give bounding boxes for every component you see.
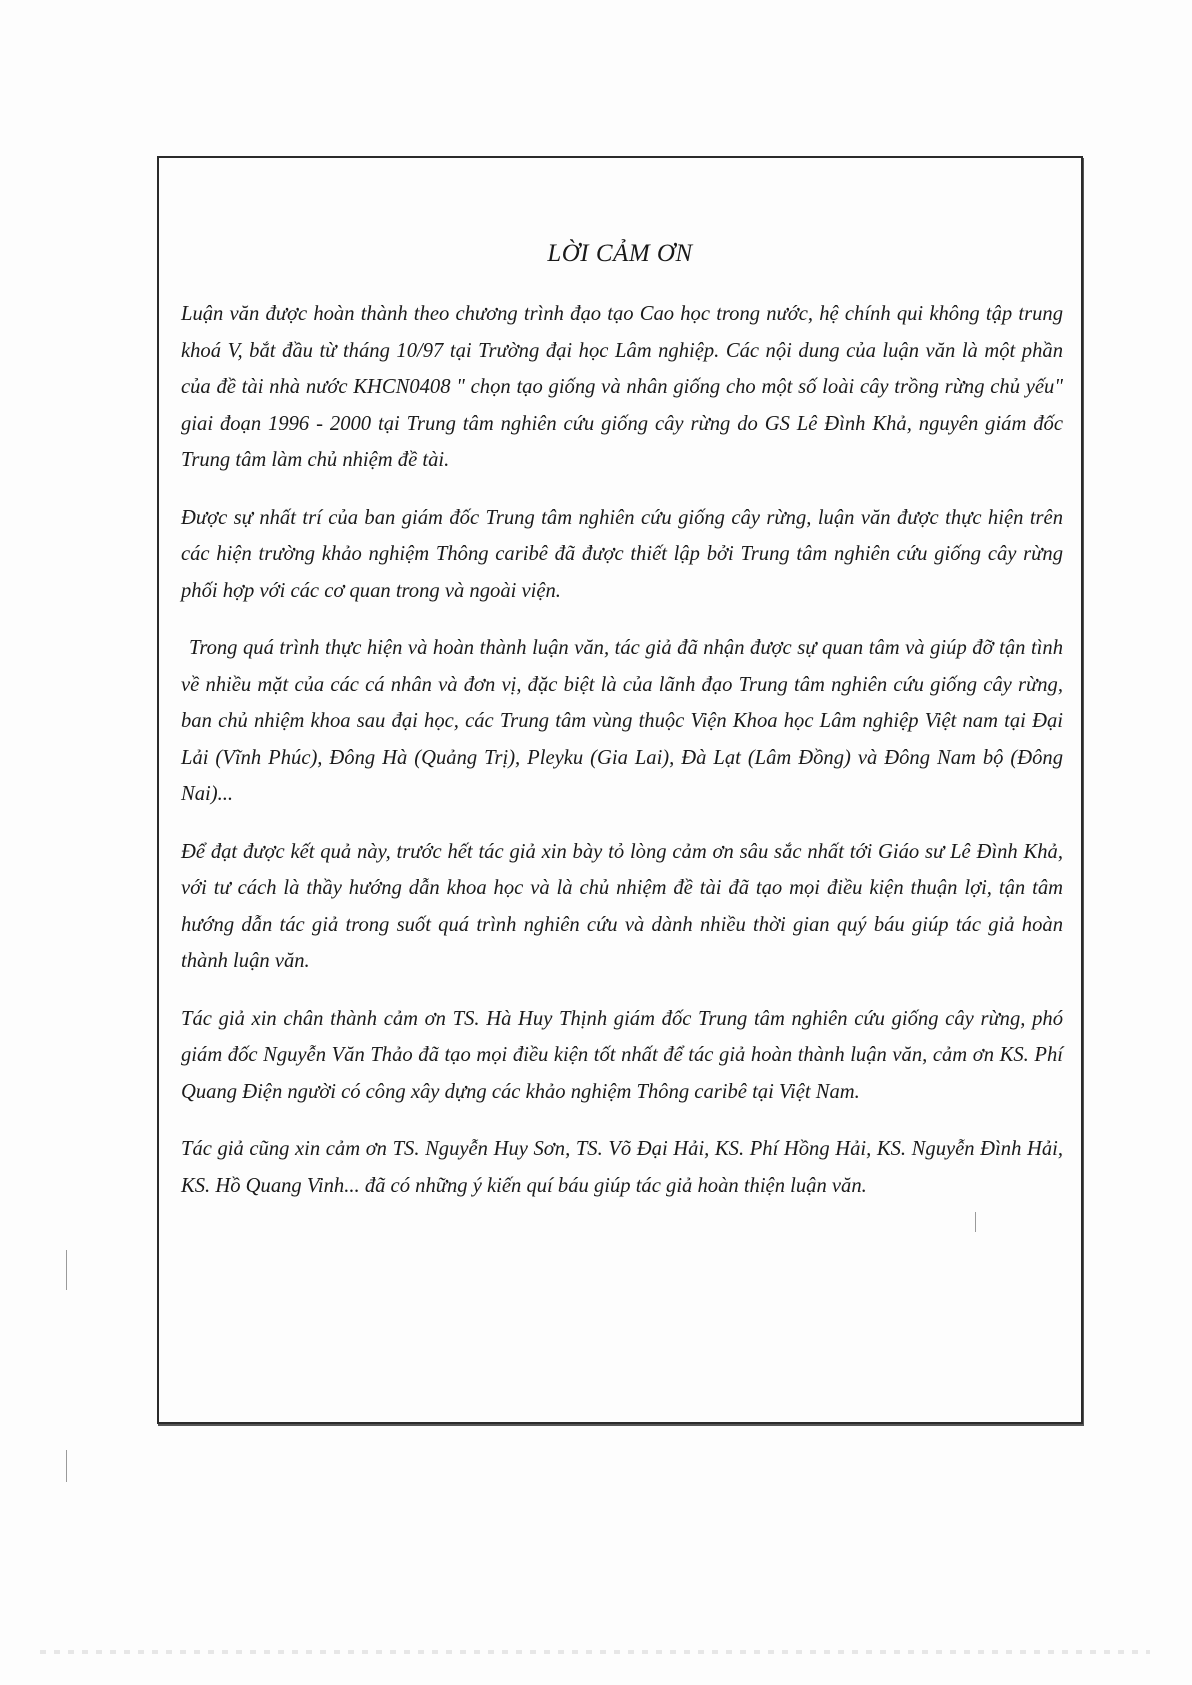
scan-artifact-left-lower xyxy=(66,1450,67,1482)
scan-artifact-left xyxy=(66,1250,67,1290)
paragraph-support: Trong quá trình thực hiện và hoàn thành luận văn, tác giả đã nhận được sự quan tâm và giúp đỡ tận tình về nhiều mặt của các cá nhân và đơn vị, đặc biệt là của lãnh đạo Trung tâm nghiên cứu giống cây rừng, ban chủ nhiệm khoa sau đại học, các Trung tâm vùng thuộc Viện Khoa học Lâm nghiệp Việt nam tại Đại Lải (Vĩnh Phúc), Đông Hà (Quảng Trị), Pleyku (Gia Lai), Đà Lạt (Lâm Đồng) và Đông Nam bộ (Đông Nai)... xyxy=(181,637,1063,805)
paragraph-director-thanks: Tác giả xin chân thành cảm ơn TS. Hà Huy Thịnh giám đốc Trung tâm nghiên cứu giống cây rừng, phó giám đốc Nguyễn Văn Thảo đã tạo mọi điều kiện tốt nhất để tác giả hoàn thành luận văn, cảm ơn KS. Phí Quang Điện người có công xây dựng các khảo nghiệm Thông caribê tại Việt Nam. xyxy=(181,1007,1063,1103)
paragraph-advisor-thanks: Để đạt được kết quả này, trước hết tác giả xin bày tỏ lòng cảm ơn sâu sắc nhất tới Giáo sư Lê Đình Khả, với tư cách là thầy hướng dẫn khoa học và là chủ nhiệm đề tài đã tạo mọi điều kiện thuận lợi, tận tâm hướng dẫn tác giả trong suốt quá trình nghiên cứu và dành nhiều thời gian quý báu giúp tác giả hoàn thành luận văn. xyxy=(181,840,1063,972)
page-title: LỜI CẢM ƠN xyxy=(547,240,693,267)
paragraph-colleague-thanks: Tác giả cũng xin cảm ơn TS. Nguyễn Huy Sơn, TS. Võ Đại Hải, KS. Phí Hồng Hải, KS. Nguyễn Đình Hải, KS. Hồ Quang Vinh... đã có những ý kiến quí báu giúp tác giả hoàn thiện luận văn. xyxy=(181,1138,1063,1197)
paragraph-agreement: Được sự nhất trí của ban giám đốc Trung tâm nghiên cứu giống cây rừng, luận văn được thực hiện trên các hiện trường khảo nghiệm Thông caribê đã được thiết lập bởi Trung tâm nghiên cứu giống cây rừng phối hợp với các cơ quan trong và ngoài viện. xyxy=(181,506,1063,602)
scan-footer-noise xyxy=(40,1650,1150,1654)
paragraph-program: Luận văn được hoàn thành theo chương trình đạo tạo Cao học trong nước, hệ chính qui không tập trung khoá V, bắt đầu từ tháng 10/97 tại Trường đại học Lâm nghiệp. Các nội dung của luận văn là một phần của đề tài nhà nước KHCN0408 " chọn tạo giống và nhân giống cho một số loài cây trồng rừng chủ yếu" giai đoạn 1996 - 2000 tại Trung tâm nghiên cứu giống cây rừng do GS Lê Đình Khả, nguyên giám đốc Trung tâm làm chủ nhiệm đề tài. xyxy=(181,303,1063,471)
acknowledgement-frame xyxy=(157,156,1083,1424)
acknowledgement-body xyxy=(181,296,1063,1225)
